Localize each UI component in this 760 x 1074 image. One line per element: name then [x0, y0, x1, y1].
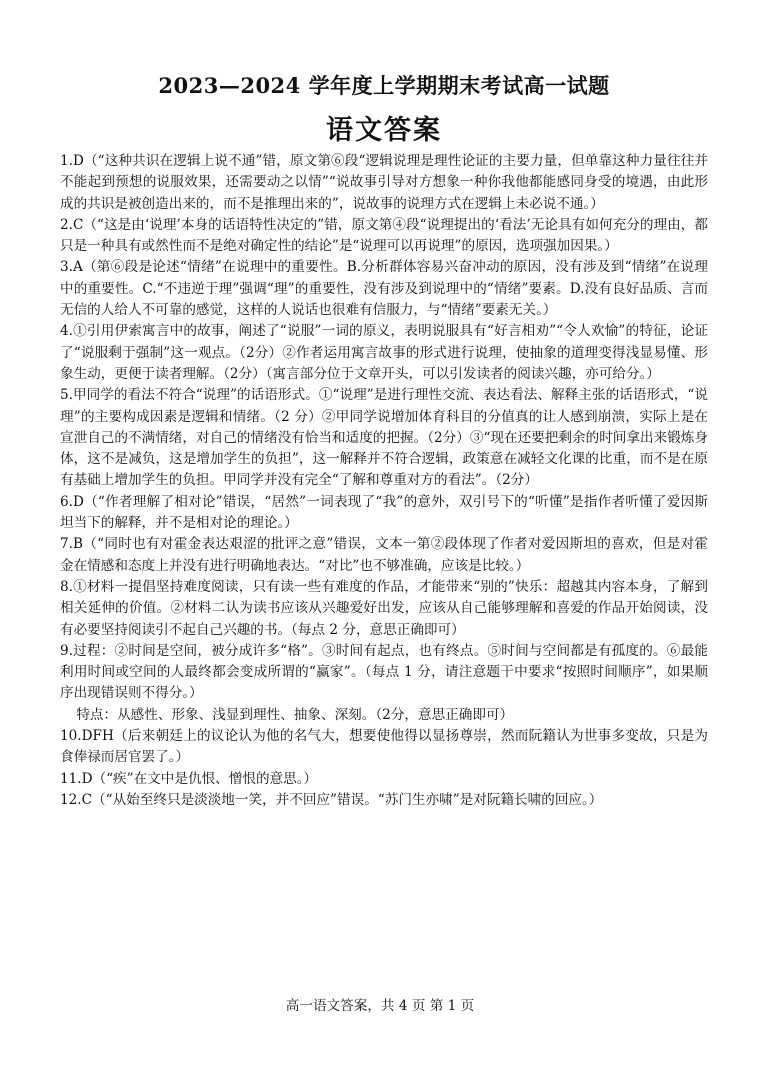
- answer-item-9-features: 特点：从感性、形象、浅显到理性、抽象、深刻。（2分，意思正确即可）: [76, 706, 514, 723]
- exam-title: 2023—2024 学年度上学期期末考试高一试题: [158, 73, 610, 98]
- answer-item-7: 7.B（“同时也有对霍金表达艰涩的批评之意”错误，文本一第②段体现了作者对爱因斯坦的喜欢，但是对霍金在情感和态度上并没有进行明确地表达。“对比”也不够准确，应该是比较。）: [60, 536, 708, 574]
- answer-item-5: 5.甲同学的看法不符合“说理”的话语形式。①“说理”是进行理性交流、表达看法、解释主张的话语形式，“说理”的主要构成因素是逻辑和情绪。（2 分）②甲同学说增加体育科目的分值真的让人感到崩溃，实际上是在宣泄自己的不满情绪，对自己的情绪没有恰当和适度的把握。（2分）③“现在还要把剩余的时间拿出来锻炼身体，这不是减负，这是增加学生的负担”，这一解释并不符合逻辑，政策意在减轻文化课的比重，而不是在原有基础上增加学生的负担。甲同学并没有完全“了解和尊重对方的看法”。（2分）: [60, 387, 708, 489]
- answer-item-12: 12.C（“从始至终只是淡淡地一笑，并不回应”错误。“苏门生亦啸”是对阮籍长啸的回应。）: [60, 791, 603, 808]
- answer-item-10: 10.DFH（后来朝廷上的议论认为他的名气大，想要使他得以显扬尊崇，然而阮籍认为世事多变故，只是为食俸禄而居官罢了。）: [60, 728, 708, 766]
- page-footer: 高一语文答案，共 4 页 第 1 页: [285, 998, 475, 1014]
- answer-item-4: 4.①引用伊索寓言中的故事，阐述了“说服”一词的原义，表明说服具有“好言相劝”“令人欢愉”的特征，论证了“说服剩于强制”这一观点。（2分）②作者运用寓言故事的形式进行说理，使抽象的道理变得浅显易懂、形象生动，更便于读者理解。（2分）（寓言部分位于文章开头，可以引发读者的阅读兴趣，亦可给分。）: [60, 323, 708, 382]
- answer-item-11: 11.D（“疾”在文中是仇恨、憎恨的意思。）: [60, 770, 318, 787]
- answer-item-2: 2.C（“这是由‘说理’本身的话语特性决定的”错，原文第④段“说理提出的‘看法’无论具有如何充分的理由，都只是一种具有或然性而不是绝对确定性的结论”是“说理可以再说理”的原因，选项强加因果。）: [60, 216, 708, 255]
- answer-list: [60, 151, 708, 811]
- answer-item-8: 8.①材料一提倡坚持难度阅读，只有读一些有难度的作品，才能带来“别的”快乐：超越其内容本身，了解到相关延伸的价值。②材料二认为读书应该从兴趣爱好出发，应该从自己能够理解和喜爱的作品开始阅读，没有必要坚持阅读引不起自己兴趣的书。（每点 2 分，意思正确即可）: [60, 578, 708, 638]
- subject-title: 语文答案: [326, 115, 442, 146]
- answer-item-1: 1.D（“这种共识在逻辑上说不通”错，原文第⑥段“逻辑说理是理性论证的主要力量，但单靠这种力量往往并不能起到预想的说服效果，还需要动之以情”“说故事引导对方想象一种你我他都能感同身受的境遇，由此形成的共识是被创造出来的，而不是推理出来的”，说故事的说理方式在逻辑上未必说不通。）: [60, 153, 708, 212]
- answer-item-3: 3.A（第⑥段是论述“情绪”在说理中的重要性。B.分析群体容易兴奋冲动的原因，没有涉及到“情绪”在说理中的重要性。C.“不违逆于理”强调“理”的重要性，没有涉及到说理中的“情绪”要素。D.没有良好品质、言而无信的人给人不可靠的感觉，这样的人说话也很难有信服力，与“情绪”要素无关。）: [60, 259, 708, 319]
- answer-item-9: 9.过程：②时间是空间，被分成许多“格”。③时间有起点，也有终点。⑤时间与空间都是有孤度的。⑥最能利用时间或空间的人最终都会变成所谓的“赢家”。（每点 1 分，请注意题干中要求“按照时间顺序”，如果顺序出现错误则不得分。）: [60, 642, 708, 702]
- answer-item-6: 6.D（“作者理解了相对论”错误，“居然”一词表现了“我”的意外，双引号下的“听懂”是指作者听懂了爱因斯坦当下的解释，并不是相对论的理论。）: [60, 493, 708, 532]
